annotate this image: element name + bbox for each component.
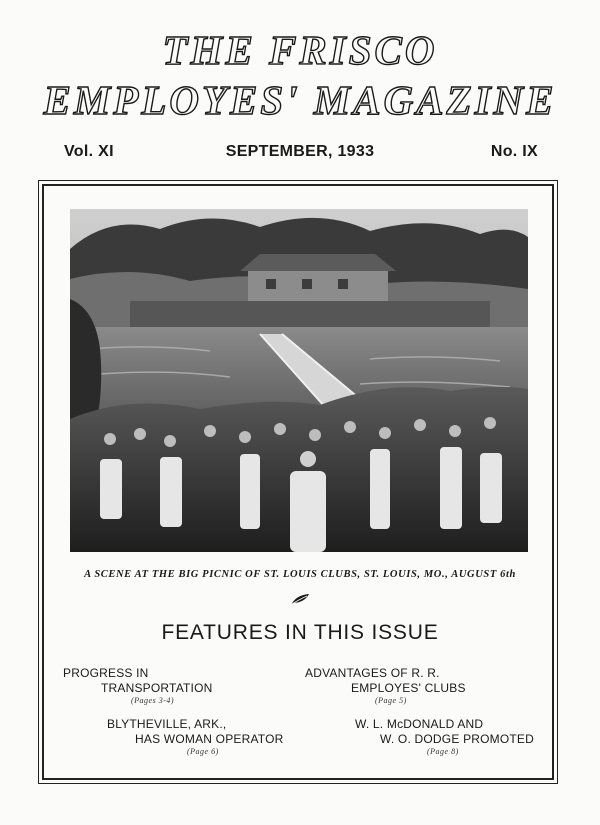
- picnic-photo-illustration: [70, 209, 528, 552]
- issue-date: SEPTEMBER, 1933: [225, 143, 375, 160]
- photo-caption: A SCENE AT THE BIG PICNIC OF ST. LOUIS CLUBS, ST. LOUIS, MO., AUGUST 6th: [84, 569, 516, 580]
- magazine-title-line2: EMPLOYES' MAGAZINE: [43, 77, 557, 123]
- feature-title-line2: HAS WOMAN OPERATOR: [135, 732, 284, 746]
- volume-label: Vol. XI: [64, 143, 114, 160]
- feature-title-line1: ADVANTAGES OF R. R.: [305, 666, 440, 680]
- feature-page-ref: (Page 5): [375, 696, 407, 705]
- feature-title-line2: W. O. DODGE PROMOTED: [380, 732, 535, 746]
- leaf-ornament-icon: [288, 591, 312, 607]
- feature-item: [305, 666, 466, 706]
- feature-title-line1: BLYTHEVILLE, ARK.,: [107, 717, 227, 731]
- issue-number: No. IX: [490, 143, 538, 160]
- picnic-photo: [70, 209, 528, 552]
- magazine-title-line1: THE FRISCO: [162, 27, 438, 73]
- feature-title-line2: EMPLOYES' CLUBS: [351, 681, 466, 695]
- feature-page-ref: (Page 6): [187, 747, 219, 756]
- feature-page-ref: (Page 8): [427, 747, 459, 756]
- feature-title-line1: W. L. McDONALD AND: [355, 717, 484, 731]
- feature-item: [63, 666, 212, 706]
- feature-title-line2: TRANSPORTATION: [101, 681, 213, 695]
- feature-title-line1: PROGRESS IN: [63, 666, 149, 680]
- feature-item: [355, 717, 534, 757]
- feature-item: [107, 717, 284, 757]
- features-heading: FEATURES IN THIS ISSUE: [161, 621, 439, 644]
- feature-page-ref: (Pages 3-4): [131, 696, 175, 705]
